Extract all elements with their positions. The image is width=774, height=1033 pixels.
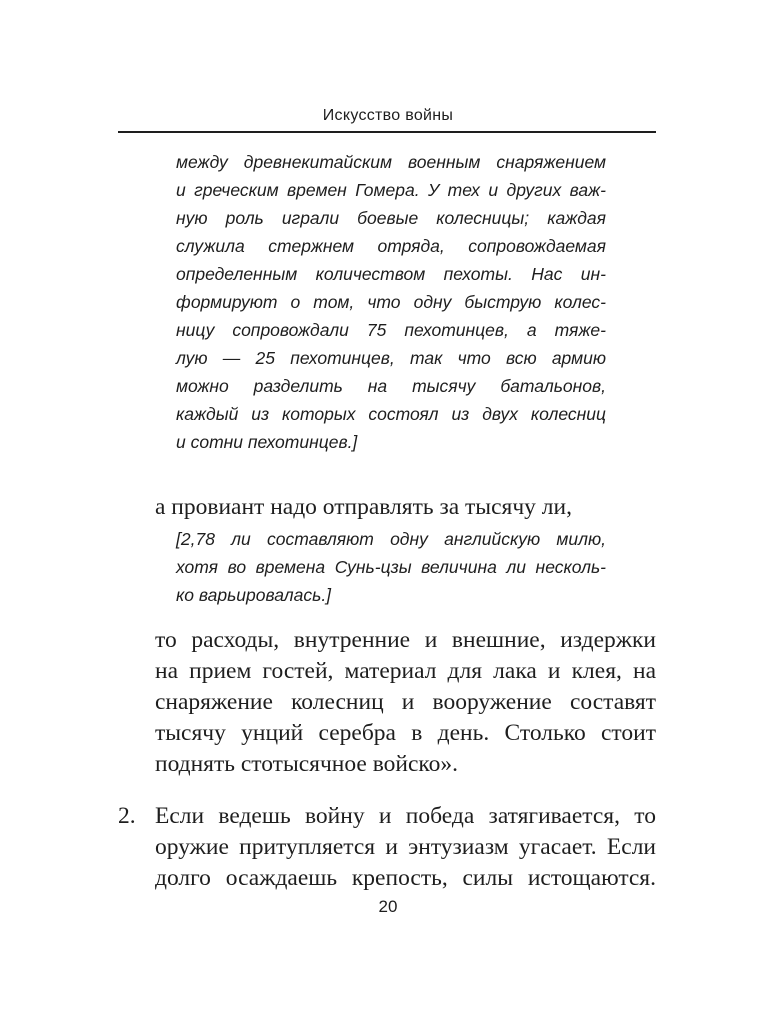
list-item-number: 2.	[118, 803, 136, 829]
text-line: ко варьировалась.]	[176, 585, 332, 605]
text-line: и греческим времен Гомера. У тех и других важ-	[176, 180, 606, 200]
text-line: [2,78 ли составляют одну английскую милю,	[176, 529, 606, 549]
text-line: между древнекитайским военным снаряжением	[176, 152, 606, 172]
text-line: оружие притупляется и энтузиазм угасает. Если	[155, 834, 656, 860]
text-line: Если ведешь войну и победа затягивается, то	[155, 803, 656, 829]
text-line: а провиант надо отправлять за тысячу ли,	[155, 494, 572, 520]
text-line: тысячу унций серебра в день. Столько стоит	[155, 720, 656, 746]
text-line: снаряжение колесниц и вооружение составят	[155, 689, 656, 715]
text-line: долго осаждаешь крепость, силы истощаются.	[155, 865, 656, 891]
text-line: ницу сопровождали 75 пехотинцев, а тяже-	[176, 320, 606, 340]
text-line: то расходы, внутренние и внешние, издержки	[155, 627, 656, 653]
text-line: ную роль играли боевые колесницы; каждая	[176, 208, 606, 228]
text-line: формируют о том, что одну быструю колес-	[176, 292, 606, 312]
text-line: каждый из которых состоял из двух колесниц	[176, 404, 606, 424]
page-number: 20	[378, 897, 398, 916]
text-line: служила стержнем отряда, сопровождаемая	[176, 236, 606, 256]
text-line: на прием гостей, материал для лака и клея, на	[155, 658, 656, 684]
text-line: хотя во времена Сунь-цзы величина ли несколь-	[176, 557, 606, 577]
text-line: лую — 25 пехотинцев, так что всю армию	[176, 348, 606, 368]
running-header: Искусство войны	[322, 107, 454, 124]
text-line: и сотни пехотинцев.]	[176, 432, 358, 452]
text-line: можно разделить на тысячу батальонов,	[176, 376, 606, 396]
text-line: определенным количеством пехоты. Нас ин-	[176, 264, 606, 284]
paragraph-1	[155, 625, 656, 780]
commentary-block-1	[176, 148, 606, 456]
verse-line	[155, 492, 656, 523]
text-line: поднять стотысячное войско».	[155, 751, 459, 777]
list-item-2	[155, 801, 656, 894]
commentary-block-2	[176, 525, 606, 609]
header-divider	[118, 131, 656, 133]
